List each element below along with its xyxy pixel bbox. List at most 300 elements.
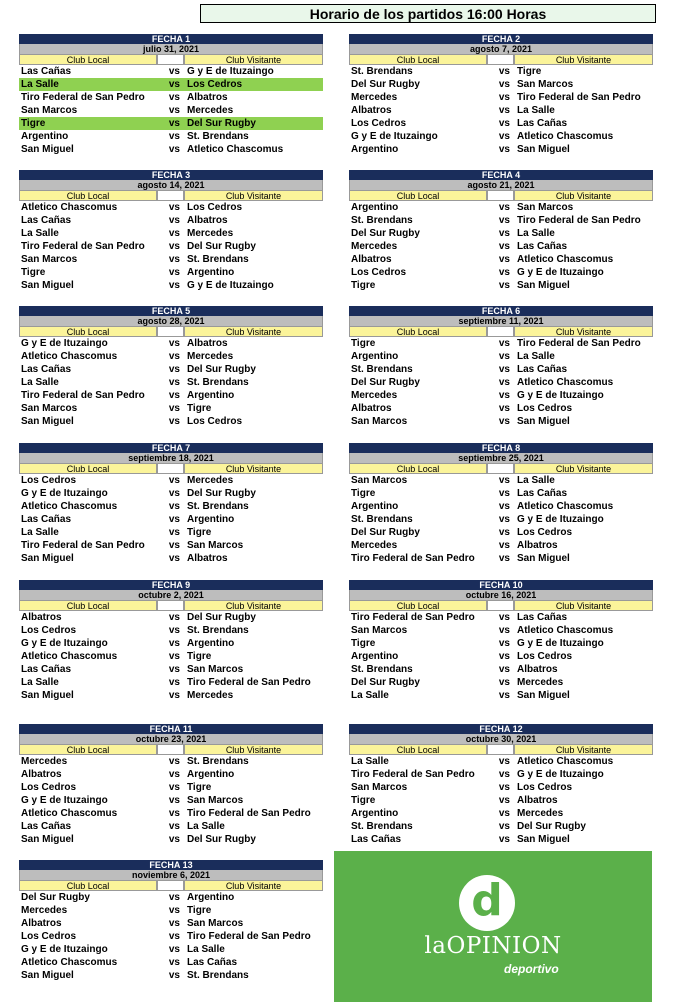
match-row bbox=[19, 240, 323, 253]
away-team: Albatros bbox=[517, 795, 558, 806]
match-row bbox=[19, 337, 323, 350]
vs-label: vs bbox=[498, 834, 510, 845]
home-team: San Marcos bbox=[351, 782, 408, 793]
home-team: Mercedes bbox=[351, 241, 398, 252]
away-team: Argentino bbox=[187, 769, 235, 780]
match-row bbox=[349, 650, 653, 663]
vs-label: vs bbox=[498, 267, 510, 278]
fecha-header: FECHA 7 bbox=[19, 443, 323, 453]
column-headers bbox=[19, 880, 323, 891]
away-team: Atletico Chascomus bbox=[517, 756, 614, 767]
fixture-block bbox=[349, 170, 653, 292]
away-team: Del Sur Rugby bbox=[517, 821, 586, 832]
match-row bbox=[19, 611, 323, 624]
fixture-block bbox=[19, 724, 323, 846]
match-row bbox=[349, 474, 653, 487]
match-row bbox=[19, 663, 323, 676]
home-team: San Miguel bbox=[21, 553, 74, 564]
match-row bbox=[19, 969, 323, 982]
home-team: Tiro Federal de San Pedro bbox=[21, 92, 145, 103]
match-row bbox=[349, 279, 653, 292]
home-team: Argentino bbox=[351, 501, 399, 512]
away-team: Del Sur Rugby bbox=[187, 488, 256, 499]
home-team: Tigre bbox=[351, 795, 376, 806]
home-team: Los Cedros bbox=[21, 931, 77, 942]
away-team: Albatros bbox=[517, 664, 558, 675]
away-team: San Marcos bbox=[517, 202, 574, 213]
match-row bbox=[19, 833, 323, 846]
vs-label: vs bbox=[168, 475, 180, 486]
column-headers bbox=[349, 744, 653, 755]
col-spacer bbox=[487, 54, 514, 65]
match-row bbox=[349, 143, 653, 156]
vs-label: vs bbox=[168, 690, 180, 701]
match-row bbox=[19, 78, 323, 91]
away-team: Tigre bbox=[187, 782, 212, 793]
col-local-label: Club Local bbox=[349, 463, 487, 474]
fecha-date: noviembre 6, 2021 bbox=[19, 870, 323, 880]
match-row bbox=[349, 227, 653, 240]
vs-label: vs bbox=[498, 338, 510, 349]
vs-label: vs bbox=[498, 553, 510, 564]
col-visitante-label: Club Visitante bbox=[514, 54, 653, 65]
away-team: Tiro Federal de San Pedro bbox=[187, 931, 311, 942]
match-row bbox=[349, 350, 653, 363]
home-team: Albatros bbox=[351, 105, 392, 116]
away-team: Las Cañas bbox=[517, 364, 568, 375]
home-team: San Marcos bbox=[21, 403, 78, 414]
away-team: Los Cedros bbox=[187, 202, 243, 213]
home-team: Tigre bbox=[351, 638, 376, 649]
home-team: Tigre bbox=[351, 280, 376, 291]
fecha-header: FECHA 1 bbox=[19, 34, 323, 44]
home-team: Tigre bbox=[21, 267, 46, 278]
vs-label: vs bbox=[168, 118, 180, 129]
away-team: Los Cedros bbox=[517, 651, 573, 662]
vs-label: vs bbox=[498, 808, 510, 819]
away-team: G y E de Ituzaingo bbox=[517, 390, 604, 401]
vs-label: vs bbox=[498, 79, 510, 90]
home-team: San Miguel bbox=[21, 416, 74, 427]
match-row bbox=[349, 539, 653, 552]
home-team: Mercedes bbox=[351, 390, 398, 401]
match-row bbox=[19, 904, 323, 917]
match-row bbox=[19, 781, 323, 794]
match-row bbox=[349, 676, 653, 689]
home-team: La Salle bbox=[21, 228, 59, 239]
vs-label: vs bbox=[168, 267, 180, 278]
away-team: St. Brendans bbox=[187, 254, 249, 265]
fecha-date: septiembre 11, 2021 bbox=[349, 316, 653, 326]
vs-label: vs bbox=[498, 364, 510, 375]
home-team: Del Sur Rugby bbox=[351, 527, 420, 538]
away-team: Del Sur Rugby bbox=[187, 241, 256, 252]
match-row bbox=[349, 266, 653, 279]
vs-label: vs bbox=[168, 92, 180, 103]
col-local-label: Club Local bbox=[19, 190, 157, 201]
away-team: Argentino bbox=[187, 892, 235, 903]
away-team: La Salle bbox=[517, 475, 555, 486]
vs-label: vs bbox=[168, 390, 180, 401]
away-team: G y E de Ituzaingo bbox=[517, 638, 604, 649]
col-local-label: Club Local bbox=[349, 326, 487, 337]
home-team: San Marcos bbox=[21, 105, 78, 116]
match-row bbox=[19, 117, 323, 130]
home-team: St. Brendans bbox=[351, 821, 413, 832]
match-row bbox=[349, 526, 653, 539]
away-team: Del Sur Rugby bbox=[187, 612, 256, 623]
home-team: Atletico Chascomus bbox=[21, 957, 118, 968]
away-team: San Miguel bbox=[517, 416, 570, 427]
col-spacer bbox=[487, 600, 514, 611]
match-row bbox=[349, 389, 653, 402]
fixture-block bbox=[349, 306, 653, 428]
fecha-header: FECHA 11 bbox=[19, 724, 323, 734]
away-team: Las Cañas bbox=[517, 612, 568, 623]
match-row bbox=[19, 376, 323, 389]
match-row bbox=[19, 65, 323, 78]
vs-label: vs bbox=[168, 918, 180, 929]
away-team: La Salle bbox=[517, 105, 555, 116]
home-team: Tigre bbox=[351, 338, 376, 349]
home-team: Tiro Federal de San Pedro bbox=[21, 540, 145, 551]
away-team: Albatros bbox=[187, 92, 228, 103]
home-team: Albatros bbox=[351, 254, 392, 265]
fecha-date: julio 31, 2021 bbox=[19, 44, 323, 54]
match-row bbox=[349, 104, 653, 117]
home-team: Argentino bbox=[351, 144, 399, 155]
home-team: St. Brendans bbox=[351, 514, 413, 525]
vs-label: vs bbox=[168, 202, 180, 213]
vs-label: vs bbox=[498, 351, 510, 362]
match-row bbox=[19, 266, 323, 279]
home-team: San Miguel bbox=[21, 970, 74, 981]
vs-label: vs bbox=[498, 638, 510, 649]
vs-label: vs bbox=[168, 795, 180, 806]
logo-brand-text: laOPINION bbox=[424, 933, 562, 959]
away-team: Argentino bbox=[187, 514, 235, 525]
match-row bbox=[349, 487, 653, 500]
home-team: Los Cedros bbox=[21, 475, 77, 486]
match-row bbox=[349, 833, 653, 846]
vs-label: vs bbox=[168, 377, 180, 388]
match-row bbox=[349, 611, 653, 624]
vs-label: vs bbox=[498, 756, 510, 767]
home-team: G y E de Ituzaingo bbox=[21, 638, 108, 649]
away-team: G y E de Ituzaingo bbox=[187, 280, 274, 291]
away-team: San Miguel bbox=[517, 834, 570, 845]
away-team: Tiro Federal de San Pedro bbox=[187, 808, 311, 819]
away-team: Tigre bbox=[187, 905, 212, 916]
col-visitante-label: Club Visitante bbox=[184, 744, 323, 755]
logo-sub-text: deportivo bbox=[504, 962, 559, 976]
home-team: Del Sur Rugby bbox=[351, 377, 420, 388]
away-team: G y E de Ituzaingo bbox=[517, 267, 604, 278]
vs-label: vs bbox=[498, 403, 510, 414]
vs-label: vs bbox=[168, 553, 180, 564]
home-team: San Marcos bbox=[351, 625, 408, 636]
away-team: Tiro Federal de San Pedro bbox=[517, 215, 641, 226]
col-spacer bbox=[487, 463, 514, 474]
vs-label: vs bbox=[498, 475, 510, 486]
fecha-header: FECHA 13 bbox=[19, 860, 323, 870]
vs-label: vs bbox=[168, 501, 180, 512]
vs-label: vs bbox=[498, 241, 510, 252]
vs-label: vs bbox=[168, 416, 180, 427]
match-row bbox=[349, 500, 653, 513]
col-spacer bbox=[157, 190, 184, 201]
away-team: San Marcos bbox=[517, 79, 574, 90]
away-team: Albatros bbox=[517, 540, 558, 551]
fecha-header: FECHA 3 bbox=[19, 170, 323, 180]
match-row bbox=[19, 539, 323, 552]
away-team: San Miguel bbox=[517, 690, 570, 701]
fixture-block bbox=[349, 443, 653, 565]
match-row bbox=[349, 807, 653, 820]
fecha-date: octubre 23, 2021 bbox=[19, 734, 323, 744]
fecha-date: agosto 7, 2021 bbox=[349, 44, 653, 54]
col-spacer bbox=[157, 880, 184, 891]
vs-label: vs bbox=[168, 351, 180, 362]
home-team: Albatros bbox=[21, 612, 62, 623]
match-row bbox=[19, 253, 323, 266]
away-team: St. Brendans bbox=[187, 625, 249, 636]
vs-label: vs bbox=[168, 664, 180, 675]
away-team: San Marcos bbox=[187, 664, 244, 675]
vs-label: vs bbox=[498, 625, 510, 636]
home-team: San Marcos bbox=[351, 475, 408, 486]
fecha-header: FECHA 4 bbox=[349, 170, 653, 180]
home-team: La Salle bbox=[21, 79, 59, 90]
home-team: Tigre bbox=[351, 488, 376, 499]
home-team: Atletico Chascomus bbox=[21, 501, 118, 512]
away-team: Mercedes bbox=[187, 351, 234, 362]
vs-label: vs bbox=[498, 651, 510, 662]
col-local-label: Club Local bbox=[349, 190, 487, 201]
home-team: Atletico Chascomus bbox=[21, 351, 118, 362]
vs-label: vs bbox=[498, 254, 510, 265]
away-team: Albatros bbox=[187, 215, 228, 226]
away-team: Tiro Federal de San Pedro bbox=[517, 338, 641, 349]
column-headers bbox=[19, 744, 323, 755]
match-row bbox=[19, 104, 323, 117]
col-local-label: Club Local bbox=[349, 54, 487, 65]
column-headers bbox=[19, 463, 323, 474]
home-team: St. Brendans bbox=[351, 66, 413, 77]
fixture-block bbox=[349, 580, 653, 702]
match-row bbox=[349, 768, 653, 781]
vs-label: vs bbox=[168, 215, 180, 226]
away-team: Albatros bbox=[187, 553, 228, 564]
home-team: Mercedes bbox=[351, 92, 398, 103]
away-team: St. Brendans bbox=[187, 377, 249, 388]
vs-label: vs bbox=[168, 769, 180, 780]
match-row bbox=[349, 402, 653, 415]
match-row bbox=[19, 956, 323, 969]
vs-label: vs bbox=[168, 970, 180, 981]
away-team: Argentino bbox=[187, 638, 235, 649]
match-row bbox=[19, 389, 323, 402]
match-row bbox=[19, 755, 323, 768]
column-headers bbox=[19, 326, 323, 337]
home-team: Los Cedros bbox=[21, 782, 77, 793]
away-team: Tiro Federal de San Pedro bbox=[517, 92, 641, 103]
home-team: La Salle bbox=[351, 756, 389, 767]
vs-label: vs bbox=[498, 377, 510, 388]
col-spacer bbox=[157, 54, 184, 65]
match-row bbox=[19, 650, 323, 663]
vs-label: vs bbox=[498, 664, 510, 675]
fecha-header: FECHA 12 bbox=[349, 724, 653, 734]
vs-label: vs bbox=[498, 105, 510, 116]
fixture-block bbox=[349, 724, 653, 846]
vs-label: vs bbox=[498, 782, 510, 793]
column-headers bbox=[349, 463, 653, 474]
match-row bbox=[19, 487, 323, 500]
fecha-header: FECHA 9 bbox=[19, 580, 323, 590]
match-row bbox=[19, 820, 323, 833]
away-team: Las Cañas bbox=[517, 118, 568, 129]
home-team: Las Cañas bbox=[21, 664, 72, 675]
away-team: La Salle bbox=[517, 351, 555, 362]
col-spacer bbox=[487, 326, 514, 337]
match-row bbox=[349, 624, 653, 637]
home-team: Las Cañas bbox=[21, 215, 72, 226]
match-row bbox=[19, 526, 323, 539]
vs-label: vs bbox=[168, 821, 180, 832]
col-visitante-label: Club Visitante bbox=[184, 326, 323, 337]
column-headers bbox=[349, 600, 653, 611]
home-team: Atletico Chascomus bbox=[21, 651, 118, 662]
col-visitante-label: Club Visitante bbox=[184, 463, 323, 474]
vs-label: vs bbox=[168, 79, 180, 90]
away-team: Atletico Chascomus bbox=[517, 254, 614, 265]
match-row bbox=[19, 943, 323, 956]
away-team: St. Brendans bbox=[187, 756, 249, 767]
col-local-label: Club Local bbox=[349, 600, 487, 611]
home-team: La Salle bbox=[21, 377, 59, 388]
match-row bbox=[19, 891, 323, 904]
match-row bbox=[349, 363, 653, 376]
vs-label: vs bbox=[498, 769, 510, 780]
match-row bbox=[349, 415, 653, 428]
home-team: Atletico Chascomus bbox=[21, 202, 118, 213]
vs-label: vs bbox=[168, 808, 180, 819]
match-row bbox=[19, 350, 323, 363]
home-team: Albatros bbox=[21, 918, 62, 929]
home-team: Mercedes bbox=[21, 756, 68, 767]
away-team: Los Cedros bbox=[517, 782, 573, 793]
col-local-label: Club Local bbox=[19, 463, 157, 474]
match-row bbox=[349, 513, 653, 526]
col-spacer bbox=[157, 744, 184, 755]
vs-label: vs bbox=[498, 416, 510, 427]
vs-label: vs bbox=[498, 118, 510, 129]
vs-label: vs bbox=[168, 944, 180, 955]
away-team: Tigre bbox=[187, 403, 212, 414]
vs-label: vs bbox=[168, 403, 180, 414]
home-team: Las Cañas bbox=[351, 834, 402, 845]
fecha-header: FECHA 2 bbox=[349, 34, 653, 44]
match-row bbox=[349, 130, 653, 143]
col-spacer bbox=[157, 600, 184, 611]
home-team: Albatros bbox=[351, 403, 392, 414]
home-team: San Miguel bbox=[21, 834, 74, 845]
match-row bbox=[19, 552, 323, 565]
fecha-date: octubre 16, 2021 bbox=[349, 590, 653, 600]
home-team: San Miguel bbox=[21, 144, 74, 155]
away-team: San Miguel bbox=[517, 553, 570, 564]
home-team: Mercedes bbox=[21, 905, 68, 916]
col-spacer bbox=[157, 463, 184, 474]
match-row bbox=[19, 143, 323, 156]
away-team: Las Cañas bbox=[517, 488, 568, 499]
away-team: Mercedes bbox=[517, 808, 564, 819]
fixture-block bbox=[19, 170, 323, 292]
match-row bbox=[19, 637, 323, 650]
away-team: Argentino bbox=[187, 390, 235, 401]
away-team: Las Cañas bbox=[517, 241, 568, 252]
home-team: G y E de Ituzaingo bbox=[21, 944, 108, 955]
away-team: San Miguel bbox=[517, 144, 570, 155]
vs-label: vs bbox=[168, 834, 180, 845]
fecha-date: agosto 21, 2021 bbox=[349, 180, 653, 190]
vs-label: vs bbox=[498, 280, 510, 291]
col-local-label: Club Local bbox=[19, 744, 157, 755]
vs-label: vs bbox=[168, 612, 180, 623]
away-team: San Marcos bbox=[187, 918, 244, 929]
home-team: Atletico Chascomus bbox=[21, 808, 118, 819]
away-team: Argentino bbox=[187, 267, 235, 278]
fixture-block bbox=[19, 34, 323, 156]
away-team: Del Sur Rugby bbox=[187, 364, 256, 375]
match-row bbox=[19, 279, 323, 292]
home-team: G y E de Ituzaingo bbox=[21, 488, 108, 499]
away-team: Los Cedros bbox=[187, 79, 243, 90]
away-team: Mercedes bbox=[187, 690, 234, 701]
away-team: Del Sur Rugby bbox=[187, 834, 256, 845]
match-row bbox=[19, 402, 323, 415]
fixture-block bbox=[349, 34, 653, 156]
away-team: San Miguel bbox=[517, 280, 570, 291]
match-row bbox=[19, 794, 323, 807]
match-row bbox=[19, 689, 323, 702]
vs-label: vs bbox=[168, 514, 180, 525]
col-visitante-label: Club Visitante bbox=[514, 744, 653, 755]
home-team: Albatros bbox=[21, 769, 62, 780]
match-row bbox=[19, 415, 323, 428]
vs-label: vs bbox=[168, 280, 180, 291]
vs-label: vs bbox=[498, 488, 510, 499]
match-row bbox=[19, 807, 323, 820]
away-team: Atletico Chascomus bbox=[517, 131, 614, 142]
fixture-block bbox=[19, 860, 323, 982]
home-team: Del Sur Rugby bbox=[351, 677, 420, 688]
vs-label: vs bbox=[168, 488, 180, 499]
home-team: Tigre bbox=[21, 118, 46, 129]
col-local-label: Club Local bbox=[349, 744, 487, 755]
col-visitante-label: Club Visitante bbox=[184, 880, 323, 891]
match-row bbox=[349, 820, 653, 833]
home-team: Tiro Federal de San Pedro bbox=[21, 241, 145, 252]
vs-label: vs bbox=[168, 651, 180, 662]
col-spacer bbox=[487, 190, 514, 201]
match-row bbox=[19, 917, 323, 930]
column-headers bbox=[349, 326, 653, 337]
col-local-label: Club Local bbox=[19, 880, 157, 891]
away-team: La Salle bbox=[187, 944, 225, 955]
away-team: Del Sur Rugby bbox=[187, 118, 256, 129]
